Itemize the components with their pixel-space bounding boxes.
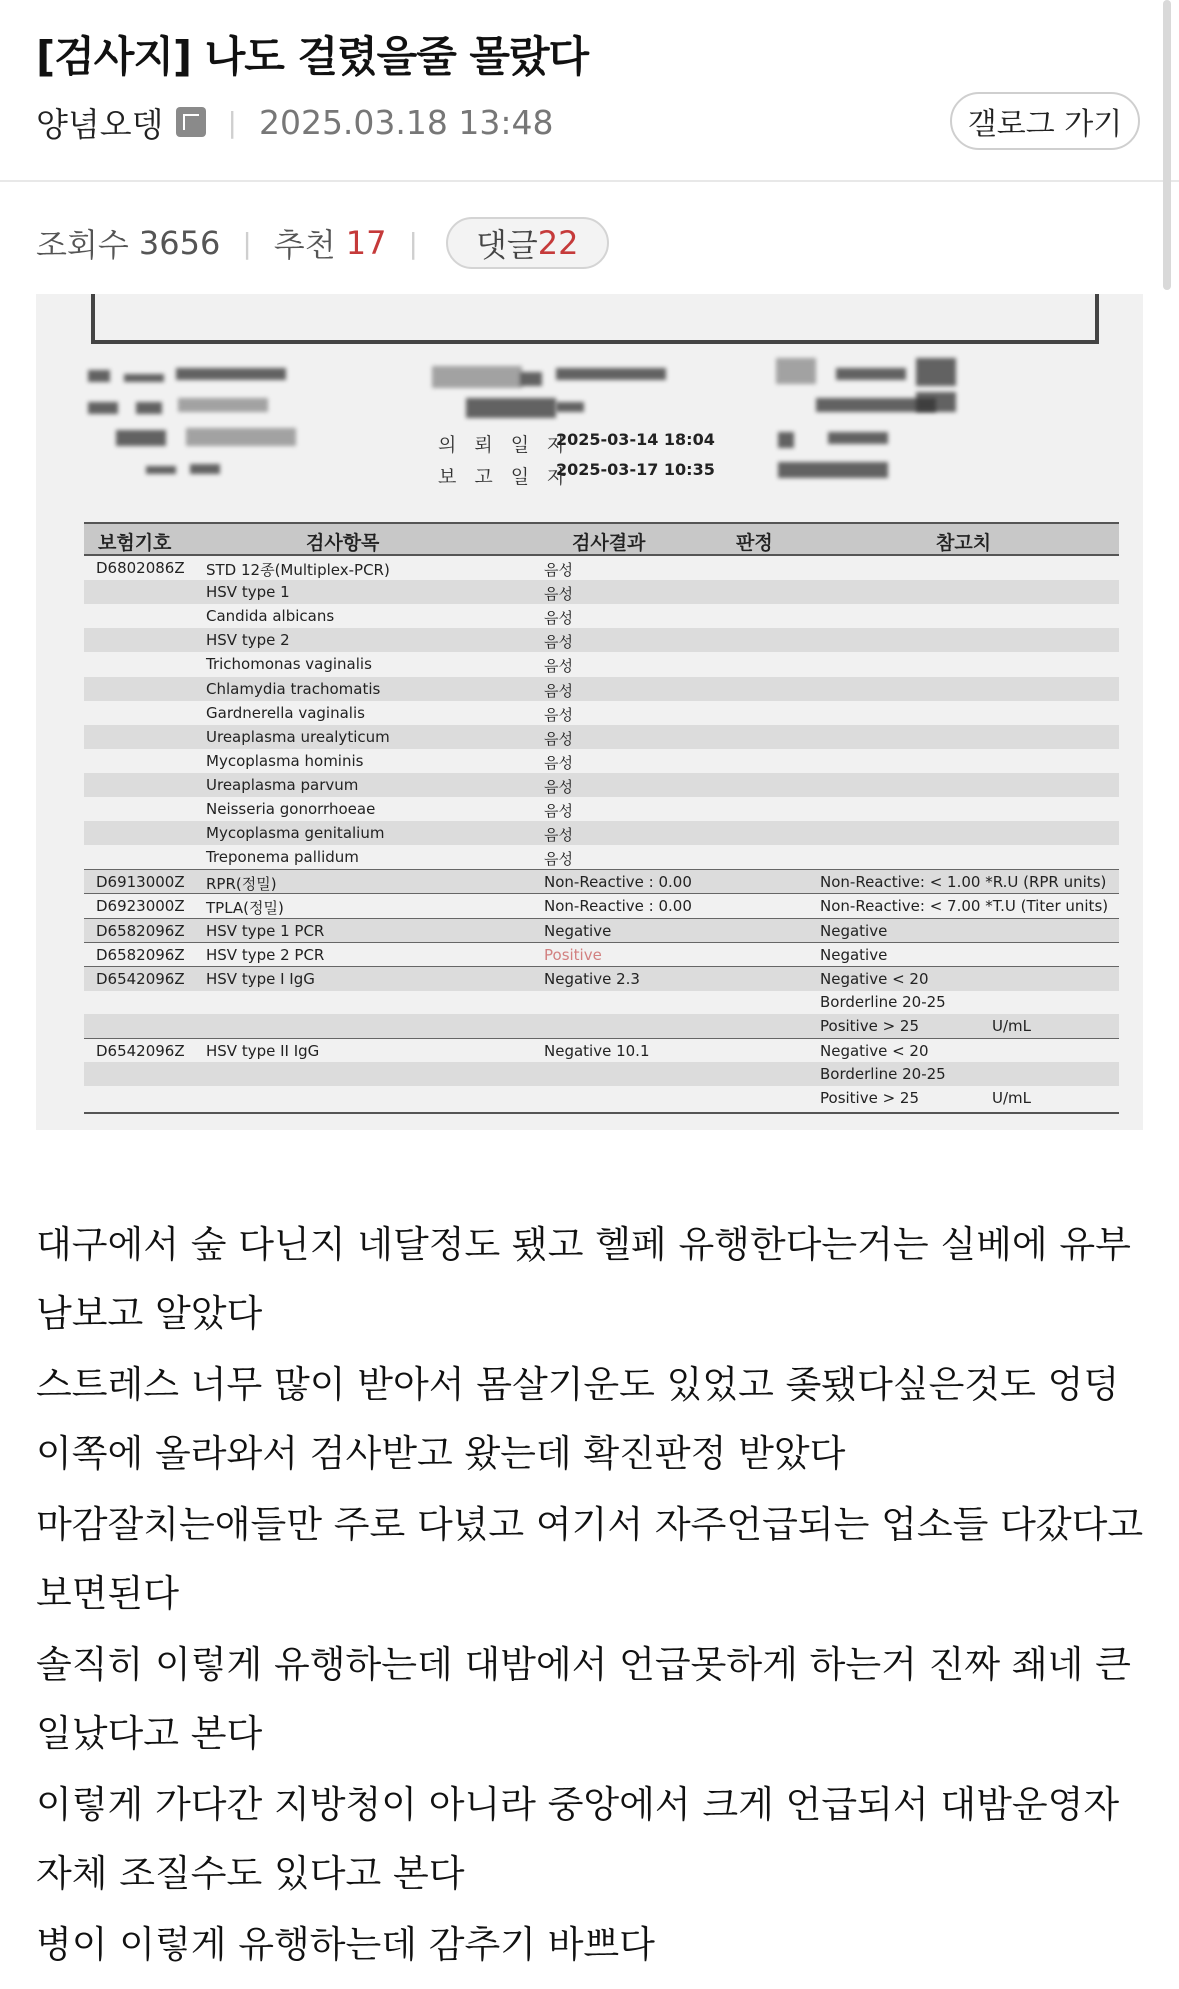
views-label: 조회수 — [36, 226, 129, 264]
comments-button[interactable] — [446, 217, 609, 269]
table-row — [84, 918, 1119, 943]
stats-separator: | — [242, 226, 252, 260]
header-judgement: 판정 — [736, 532, 773, 554]
cell-result: Non-Reactive : 0.00 — [544, 897, 692, 916]
body-paragraph: 병이 이렇게 유행하는데 감추기 바쁘다 — [36, 1923, 655, 1966]
redaction — [466, 398, 556, 418]
cell-result: 음성 — [544, 681, 573, 700]
gallog-button[interactable]: 갤로그 가기 — [950, 92, 1140, 150]
table-row — [84, 1014, 1119, 1038]
redaction — [916, 358, 956, 386]
table-row — [84, 773, 1119, 797]
header-insurance-code: 보험기호 — [98, 532, 172, 554]
cell-test-item: Treponema pallidum — [206, 848, 359, 867]
redaction — [778, 432, 794, 448]
cell-result: 음성 — [544, 561, 573, 579]
table-row — [84, 1086, 1119, 1110]
recommend-count: 17 — [345, 224, 387, 262]
cell-result: 음성 — [544, 850, 573, 869]
cell-test-item: HSV type 2 — [206, 631, 290, 650]
table-row — [84, 797, 1119, 821]
cell-test-item: STD 12종(Multiplex-PCR) — [206, 561, 390, 579]
table-row — [84, 677, 1119, 701]
table-row — [84, 749, 1119, 773]
redaction — [146, 466, 176, 474]
cell-insurance-code: D6582096Z — [96, 921, 185, 940]
cell-insurance-code: D6582096Z — [96, 945, 185, 964]
cell-result: 음성 — [544, 585, 573, 604]
redaction — [124, 374, 164, 382]
cell-result: 음성 — [544, 802, 573, 820]
cell-insurance-code: D6542096Z — [96, 969, 185, 988]
cell-test-item: HSV type II IgG — [206, 1042, 320, 1060]
body-paragraph: 대구에서 숲 다닌지 네달정도 됐고 헬페 유행한다는거는 실베에 유부남보고 알았다 — [36, 1223, 1131, 1335]
cell-result: 음성 — [544, 729, 573, 748]
redaction — [778, 462, 888, 478]
redaction — [556, 402, 584, 412]
cell-test-item: TPLA(정밀) — [206, 899, 284, 918]
redaction — [178, 398, 268, 412]
redaction — [828, 432, 888, 444]
cell-result: Negative 10.1 — [544, 1042, 650, 1060]
cell-reference: Negative — [820, 921, 888, 940]
cell-test-item: Mycoplasma hominis — [206, 751, 364, 770]
cell-insurance-code: D6542096Z — [96, 1042, 185, 1060]
table-row — [84, 1038, 1119, 1063]
fixed-nick-icon — [176, 107, 206, 137]
redaction — [190, 464, 220, 474]
redaction — [186, 428, 296, 446]
cell-test-item: Chlamydia trachomatis — [206, 679, 381, 698]
comments-label: 댓글 — [475, 226, 538, 264]
cell-reference: Positive > 25 — [820, 1089, 920, 1108]
cell-reference: Non-Reactive: < 7.00 *T.U (Titer units) — [820, 897, 1109, 916]
table-row — [84, 725, 1119, 749]
post-date: 2025.03.18 13:48 — [258, 102, 554, 142]
cell-reference: Negative < 20 — [820, 1042, 929, 1060]
header-result: 검사결과 — [572, 532, 646, 554]
header-test-item: 검사항목 — [306, 532, 380, 554]
cell-reference: Negative — [820, 945, 888, 964]
cell-test-item: RPR(정밀) — [206, 875, 277, 894]
cell-result: 음성 — [544, 633, 573, 652]
cell-result: 음성 — [544, 609, 573, 628]
cell-reference: Non-Reactive: < 1.00 *R.U (RPR units) — [820, 873, 1107, 892]
redaction — [116, 430, 166, 446]
body-paragraph: 스트레스 너무 많이 받아서 몸살기운도 있었고 좆됐다싶은것도 엉덩이쪽에 올라와서 검사받고 왔는데 확진판정 받았다 — [36, 1363, 1120, 1475]
report-header-frame — [91, 294, 1099, 344]
author-name[interactable]: 양념오뎅 — [36, 104, 164, 144]
cell-result: 음성 — [544, 826, 573, 845]
table-row — [84, 821, 1119, 845]
cell-insurance-code: D6802086Z — [96, 559, 185, 577]
table-bottom-rule — [84, 1112, 1119, 1114]
body-paragraph: 솔직히 이렇게 유행하는데 대밤에서 언급못하게 하는거 진짜 좨네 큰일났다고 본다 — [36, 1643, 1131, 1755]
request-date-label: 의 뢰 일 자 — [438, 434, 572, 456]
table-row — [84, 701, 1119, 725]
header-divider — [0, 180, 1179, 182]
cell-test-item: Candida albicans — [206, 607, 335, 626]
table-row — [84, 604, 1119, 628]
cell-test-item: Ureaplasma parvum — [206, 775, 359, 794]
comments-count: 22 — [537, 224, 579, 262]
cell-result: 음성 — [544, 777, 573, 796]
cell-result: Negative — [544, 921, 612, 940]
cell-result: Negative 2.3 — [544, 969, 640, 988]
recommend-label: 추천 — [273, 226, 336, 264]
header-reference: 참고치 — [936, 532, 992, 554]
redaction — [88, 370, 110, 382]
report-date-value: 2025-03-17 10:35 — [556, 460, 715, 479]
table-row — [84, 845, 1119, 869]
cell-reference: Positive > 25 — [820, 1016, 920, 1035]
report-table-header — [84, 522, 1119, 556]
cell-test-item: Mycoplasma genitalium — [206, 824, 385, 843]
cell-test-item: Ureaplasma urealyticum — [206, 727, 390, 746]
cell-result: 음성 — [544, 753, 573, 772]
request-date-value: 2025-03-14 18:04 — [556, 430, 715, 449]
cell-test-item: Gardnerella vaginalis — [206, 703, 365, 722]
cell-result: 음성 — [544, 657, 573, 676]
table-row — [84, 580, 1119, 604]
meta-separator: | — [227, 105, 237, 139]
table-row — [84, 990, 1119, 1014]
cell-test-item: HSV type 1 — [206, 583, 290, 602]
scrollbar[interactable] — [1163, 0, 1171, 290]
cell-unit: U/mL — [992, 1016, 1032, 1035]
body-paragraph: 이렇게 가다간 지방청이 아니라 중앙에서 크게 언급되서 대밤운영자 자체 조질수도 있다고 본다 — [36, 1783, 1120, 1895]
cell-test-item: Neisseria gonorrhoeae — [206, 800, 376, 818]
cell-test-item: HSV type I IgG — [206, 969, 315, 988]
test-report-image[interactable] — [36, 294, 1143, 1130]
cell-reference: Negative < 20 — [820, 969, 929, 988]
cell-test-item: Trichomonas vaginalis — [206, 655, 372, 674]
redaction — [88, 402, 118, 414]
table-row — [84, 628, 1119, 652]
cell-insurance-code: D6913000Z — [96, 873, 185, 892]
redaction — [176, 368, 286, 380]
table-row — [84, 556, 1119, 580]
post-title: [검사지] 나도 걸렸을줄 몰랐다 — [36, 32, 589, 81]
redaction — [556, 368, 666, 380]
redaction — [916, 392, 956, 412]
post-meta — [36, 100, 554, 144]
table-row — [84, 1062, 1119, 1086]
views-count: 3656 — [138, 224, 221, 262]
cell-reference: Borderline 20-25 — [820, 1065, 946, 1084]
table-row — [84, 869, 1119, 894]
redaction — [836, 368, 906, 380]
cell-reference: Borderline 20-25 — [820, 992, 946, 1011]
cell-result: Non-Reactive : 0.00 — [544, 873, 692, 892]
body-paragraph: 마감잘치는애들만 주로 다녔고 여기서 자주언급되는 업소들 다갔다고보면된다 — [36, 1503, 1144, 1615]
table-row — [84, 966, 1119, 991]
cell-result: 음성 — [544, 705, 573, 724]
stats-separator-2: | — [408, 226, 418, 260]
cell-insurance-code: D6923000Z — [96, 897, 185, 916]
report-date-label: 보 고 일 자 — [438, 466, 572, 488]
cell-result: Positive — [544, 945, 602, 964]
redaction — [136, 402, 162, 414]
cell-test-item: HSV type 2 PCR — [206, 945, 325, 964]
post-stats — [36, 218, 609, 268]
table-row — [84, 652, 1119, 676]
redaction — [776, 358, 816, 384]
redaction — [432, 366, 522, 388]
table-row — [84, 893, 1119, 918]
cell-test-item: HSV type 1 PCR — [206, 921, 325, 940]
cell-unit: U/mL — [992, 1089, 1032, 1108]
table-row — [84, 942, 1119, 967]
post-body — [36, 1210, 1146, 1981]
redaction — [520, 372, 542, 386]
